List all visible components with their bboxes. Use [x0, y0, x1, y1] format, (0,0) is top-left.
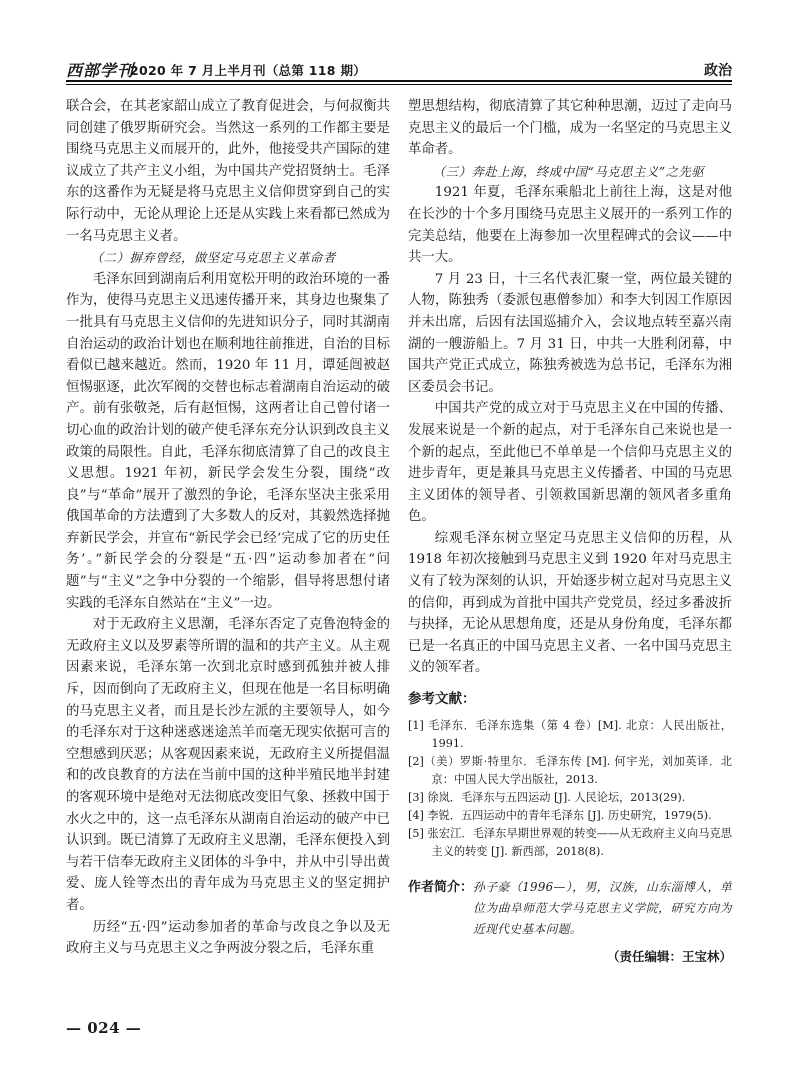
paragraph: 历经“五·四”运动参加者的革命与改良之争以及无政府主义与马克思主义之争两波分裂之后，毛泽东重 [66, 919, 390, 957]
header-rule [66, 80, 732, 82]
paragraph: 对于无政府主义思潮，毛泽东否定了克鲁泡特金的无政府主义以及罗素等所谓的温和的共产主义。从主观因素来说，毛泽东第一次到北京时感到孤独并被人排斥，因而倒向了无政府主义，但现在他是一名目标明确的马克思主义者，而且是长沙左派的主要领导人，如今的毛泽东对于这种迷惑迷途羔羊而毫无现实依据可言的空想感到厌恶；从客观因素来说，无政府主义所提倡温和的改良教育的方法在当前中国的这种半殖民地半封建的客观环境中是绝对无法彻底改变旧气象、拯救中国于水火之中的，这一点毛泽东从湖南自治运动的破产中已认识到。既已清算了无政府主义思潮，毛泽东便投入到与若干信奉无政府主义团体的斗争中，并从中引导出黄爱、庞人铨等杰出的青年成为马克思主义的坚定拥护者。 [66, 617, 390, 913]
responsible-editor: （责任编辑：王宝林） [606, 948, 732, 964]
reference-item: [4] 李锐．五四运动中的青年毛泽东 [J]. 历史研究，1979(5). [408, 808, 712, 822]
paragraph: 综观毛泽东树立坚定马克思主义信仰的历程，从 1918 年初次接触到马克思主义到 1920 年对马克思主义有了较为深刻的认识，开始逐步树立起对马克思主义的信仰，再到成为首批中国共产党党员，经过多番波折与抉择，无论从思想角度，还是从身份角度，毛泽东都已是一名真正的中国马克思主义者、一名中国马克思主义的领军者。 [408, 530, 732, 676]
author-bio-label: 作者简介： [408, 879, 474, 895]
section-subheading: （二）摒弃曾经，做坚定马克思主义革命者 [90, 250, 336, 266]
paragraph: 1921 年夏，毛泽东乘船北上前往上海，这是对他在长沙的十个多月围绕马克思主义展开的一系列工作的完美总结，他要在上海参加一次里程碑式的会议——中共一大。 [408, 185, 732, 266]
reference-item: [1] 毛泽东．毛泽东选集（第 4 卷）[M]. 北京：人民出版社，1991. [408, 718, 732, 750]
reference-item: [2]（美）罗斯·特里尔．毛泽东传 [M]. 何宇光，刘加英译．北京：中国人民大学出版社，2013. [408, 754, 732, 786]
paragraph: 联合会，在其老家韶山成立了教育促进会，与何叔衡共同创建了俄罗斯研究会。当然这一系列的工作都主要是围绕马克思主义而展开的，此外，他接受共产国际的建议成立了共产主义小组，为中国共产党招贤纳士。毛泽东的这番作为无疑是将马克思主义信仰贯穿到自己的实际行动中，无论从理论上还是从实践上来看都已然成为一名马克思主义者。 [66, 99, 390, 244]
paragraph: 中国共产党的成立对于马克思主义在中国的传播、发展来说是一个新的起点，对于毛泽东自己来说也是一个新的起点，至此他已不单单是一个信仰马克思主义的进步青年，更是兼具马克思主义传播者、中国的马克思主义团体的领导者、引领救国新思潮的领风者多重角色。 [408, 401, 732, 525]
paragraph: 毛泽东回到湖南后利用宽松开明的政治环境的一番作为，使得马克思主义迅速传播开来，其身边也聚集了一批具有马克思主义信仰的先进知识分子，同时其湖南自治运动的政治计划也在顺利地往前推进，自治的目标看似已越来越近。然而，1920 年 11 月，谭延闿被赵恒惕驱逐，此次军阀的交替也标志着湖南自治运动的破产。前有张敬尧，后有赵恒惕，这两者让自己曾付诸一切心血的政治计划的破产使毛泽东充分认识到改良主义政策的局限性。自此，毛泽东彻底清算了自己的改良主义思想。1921 年初，新民学会发生分裂，围绕“改良”与“革命”展开了激烈的争论，毛泽东坚决主张采用俄国革命的方法遭到了大多数人的反对，其毅然选择抛弃新民学会，并宣布“新民学会已经‘完成了它的历史任务’。”新民学会的分裂是“五·四”运动参加者在“问题”与“主义”之争中分裂的一个缩影，倡导将思想付诸实践的毛泽东自然站在“主义”一边。 [66, 271, 390, 611]
references-title: 参考文献： [408, 691, 476, 708]
journal-issue: 2020 年 7 月上半月刊（总第 118 期） [130, 63, 367, 78]
reference-item: [3] 徐岚．毛泽东与五四运动 [J]. 人民论坛，2013(29). [408, 790, 686, 804]
journal-logo: 西部学刊 [66, 61, 135, 80]
page-number: — 024 — [66, 1019, 142, 1037]
references-list [408, 717, 732, 861]
author-bio-text: 孙子豪（1996—），男，汉族，山东淄博人，单位为曲阜师范大学马克思主义学院，研究方向为近现代史基本问题。 [473, 879, 732, 936]
left-column [66, 96, 390, 960]
paragraph: 塑思想结构，彻底清算了其它种种思潮，迈过了走向马克思主义的最后一个门槛，成为一名坚定的马克思主义革命者。 [408, 99, 732, 158]
header-rule-thin [66, 84, 732, 85]
reference-item: [5] 张宏江．毛泽东早期世界观的转变——从无政府主义向马克思主义的转变 [J]. 新西部，2018(8). [408, 826, 732, 858]
author-bio [408, 877, 732, 940]
right-column [408, 96, 732, 967]
running-header [66, 56, 732, 82]
paragraph: 7 月 23 日，十三名代表汇聚一堂，两位最关键的人物，陈独秀（委派包惠僧参加）和李大钊因工作原因并未出席，后因有法国巡捕介入，会议地点转至嘉兴南湖的一艘游船上。7 月 31 日，中共一大胜利闭幕，中国共产党正式成立，陈独秀被选为总书记，毛泽东为湘区委员会书记。 [408, 271, 732, 395]
section-subheading: （三）奔赴上海，终成中国“马克思主义”之先驱 [432, 163, 705, 179]
section-label: 政治 [704, 63, 732, 79]
